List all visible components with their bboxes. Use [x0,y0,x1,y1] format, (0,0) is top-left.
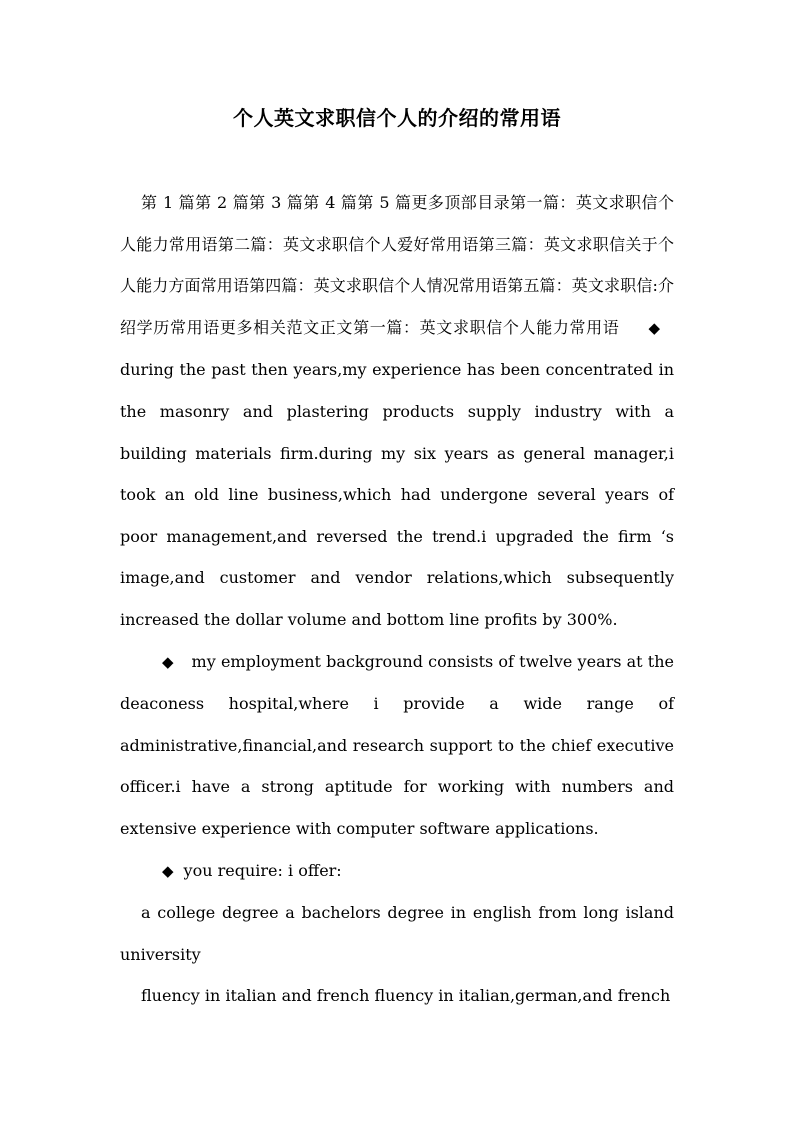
document-body [120,182,674,1017]
paragraph-fluency: fluency in italian and french fluency in italian,german,and french [141,986,671,1006]
document-title: 个人英文求职信个人的介绍的常用语 [233,106,561,130]
diamond-bullet-icon: ◆ [162,861,174,880]
diamond-bullet-icon: ◆ [162,652,174,671]
paragraph-intro [120,182,674,641]
paragraph-degree: a college degree a bachelors degree in english from long island university [120,903,674,964]
intro-chinese-text: 第 1 篇第 2 篇第 3 篇第 4 篇第 5 篇更多顶部目录第一篇：英文求职信个人能力常用语第二篇：英文求职信个人爱好常用语第三篇：英文求职信关于个人能力方面常用语第四篇：英文求职信个人情况常用语第五篇：英文求职信:介绍学历常用语更多相关范文正文第一篇：英文求职信个人能力常用语 [120,193,674,337]
require-offer-text: you require: i offer: [183,860,342,880]
paragraph-require-offer [120,850,674,893]
paragraph-employment [120,641,674,850]
diamond-bullet-icon: ◆ [648,318,660,337]
employment-text: my employment background consists of twelve years at the deaconess hospital,where i provide a wide range of administrative,financial,and research support to the chief executive officer.i have a strong aptitude for working with numbers and extensive experience with computer software applications. [120,651,674,838]
intro-english-text: during the past then years,my experience has been concentrated in the masonry and plastering products supply industry with a building materials firm.during my six years as general manager,i took an old line business,which had undergone several years of poor management,and reversed the trend.i upgraded the firm ‘s image,and customer and vendor relations,which subsequently increased the dollar volume and bottom line profits by 300%. [120,360,674,629]
